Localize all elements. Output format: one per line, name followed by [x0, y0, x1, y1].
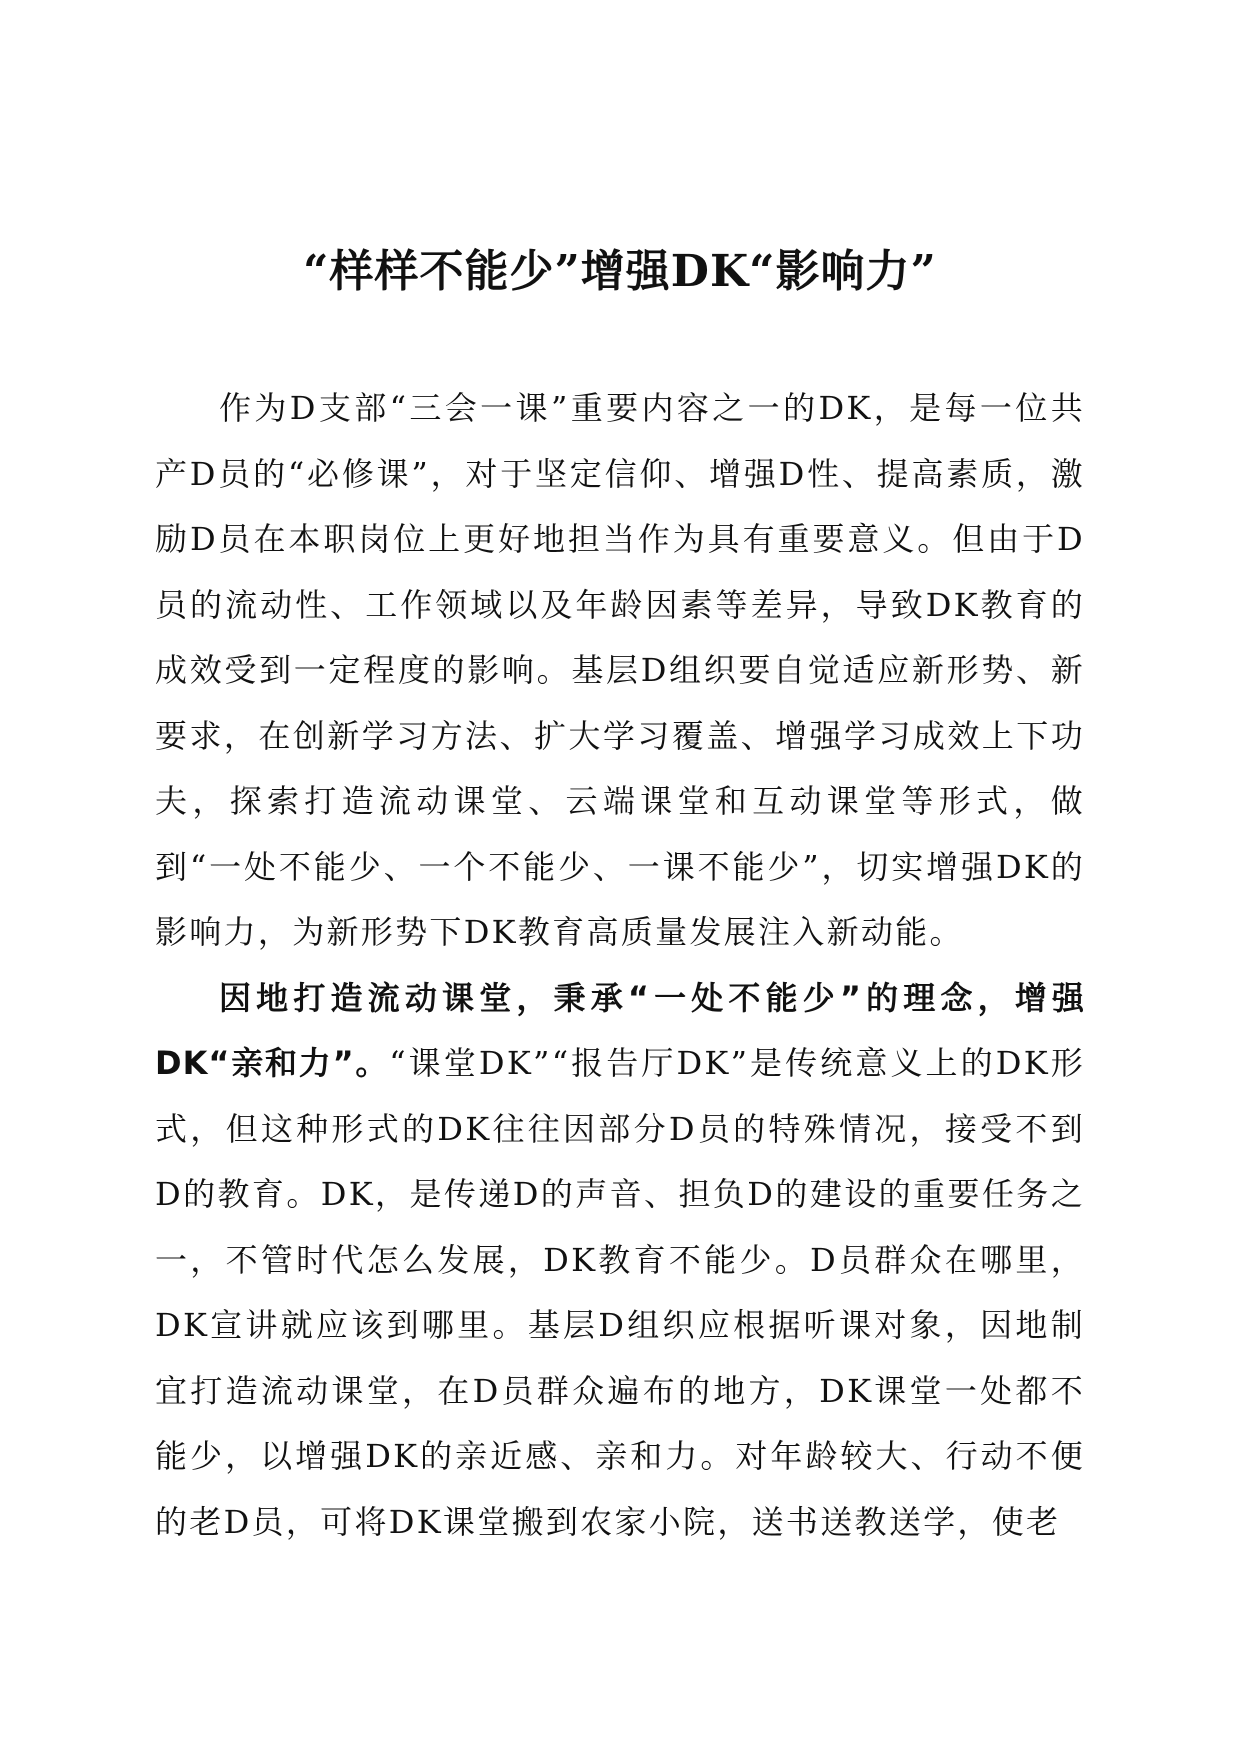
paragraph-text: 作为D支部“三会一课”重要内容之一的DK，是每一位共产D员的“必修课”，对于坚定信仰、增强D性、提高素质，激励D员在本职岗位上更好地担当作为具有重要意义。但由于D员的流动性、工作领域以及年龄因素等差异，导致DK教育的成效受到一定程度的影响。基层D组织要自觉适应新形势、新要求，在创新学习方法、扩大学习覆盖、增强学习成效上下功夫，探索打造流动课堂、云端课堂和互动课堂等形式，做到“一处不能少、一个不能少、一课不能少”，切实增强DK的影响力，为新形势下DK教育高质量发展注入新动能。 — [155, 389, 1085, 951]
paragraph-lead-heading: 因地打造流动课堂，秉承“一处不能少”的理念，增强DK“亲和力”。 — [155, 978, 1085, 1082]
document-title: “样样不能少”增强DK“影响力” — [303, 246, 937, 297]
paragraph-text: “课堂DK”“报告厅DK”是传统意义上的DK形式，但这种形式的DK往往因部分D员的特殊情况，接受不到D的教育。DK，是传递D的声音、担负D的建设的重要任务之一，不管时代怎么发展，DK教育不能少。D员群众在哪里，DK宣讲就应该到哪里。基层D组织应根据听课对象，因地制宜打造流动课堂，在D员群众遍布的地方，DK课堂一处都不能少，以增强DK的亲近感、亲和力。对年龄较大、行动不便的老D员，可将DK课堂搬到农家小院，送书送教送学，使老 — [155, 1044, 1085, 1541]
paragraph-intro — [155, 376, 1085, 966]
paragraph-section-one — [155, 966, 1085, 1556]
document-body — [155, 376, 1085, 1555]
